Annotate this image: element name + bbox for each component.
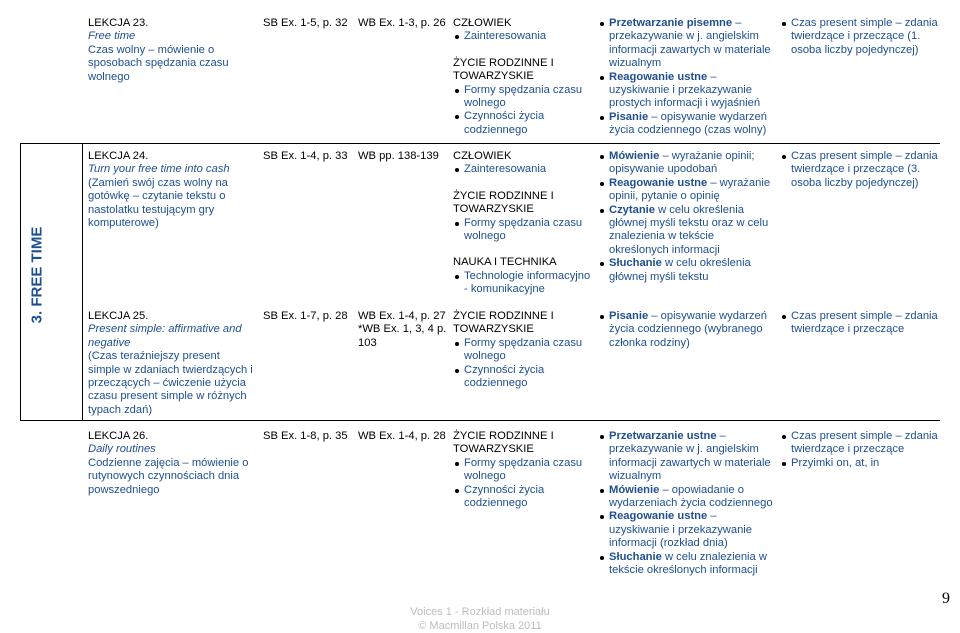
sb-cell: SB Ex. 1-5, p. 32: [263, 17, 348, 29]
skill-item: Pisanie – opisywanie wydarzeń życia codziennego (wybranego członka rodziny): [598, 310, 775, 350]
skill-item: Przetwarzanie pisemne – przekazywanie w j. angielskim informacji zawartych w materiale wizualnym: [598, 17, 775, 71]
skill-item: Mówienie – wyrażanie opinii; opisywanie upodobań: [598, 150, 775, 177]
topic-item: Formy spędzania czasu wolnego: [453, 457, 593, 484]
row-divider: [20, 420, 82, 421]
footer-copyright: © Macmillan Polska 2011: [418, 620, 542, 632]
grammar-item: Czas present simple – zdania twierdzące i przeczące: [780, 430, 938, 457]
topic-item: Czynności życia codziennego: [453, 110, 593, 137]
lesson-title: Turn your free time into cash: [88, 163, 230, 176]
grammar-item: Czas present simple – zdania twierdzące i przeczące (1. osoba liczby pojedynczej): [780, 17, 938, 57]
lesson-description: (Czas teraźniejszy present simple w zdaniach twierdzących i przeczących – ćwiczenie użycia czasu present simple w różnych typach zdań): [88, 350, 253, 416]
skill-item: Przetwarzanie ustne – przekazywanie w j. angielskim informacji zawartych w materiale wizualnym: [598, 430, 775, 484]
skills-cell: [598, 430, 775, 577]
skills-cell: [598, 150, 775, 284]
topic-heading: ŻYCIE RODZINNE I TOWARZYSKIE: [453, 310, 554, 336]
module-label-cell: [20, 135, 54, 415]
skills-cell: [598, 17, 775, 138]
skill-item: Słuchanie w celu określenia głównej myśli tekstu: [598, 257, 775, 284]
topic-heading: ŻYCIE RODZINNE I TOWARZYSKIE: [453, 189, 554, 216]
topic-item: Formy spędzania czasu wolnego: [453, 217, 593, 244]
page-number: 9: [942, 590, 950, 607]
grammar-cell: [780, 150, 938, 190]
grammar-item: Czas present simple – zdania twierdzące i przeczące (3. osoba liczby pojedynczej): [780, 150, 938, 190]
grammar-item: Czas present simple – zdania twierdzące i przeczące: [780, 310, 938, 337]
skill-item: Czytanie w celu określenia głównej myśli tekstu oraz w celu znalezienia w tekście określonych informacji: [598, 204, 775, 258]
lesson-number: LEKCJA 23.: [88, 17, 149, 29]
skills-cell: [598, 310, 775, 350]
topic-heading: ŻYCIE RODZINNE I TOWARZYSKIE: [453, 430, 554, 456]
lesson-number: LEKCJA 26.: [88, 430, 149, 442]
lesson-number: LEKCJA 24.: [88, 150, 149, 162]
grammar-cell: [780, 430, 938, 470]
topic-heading: CZŁOWIEK: [453, 150, 512, 162]
row-divider: [82, 143, 940, 144]
lesson-title: Daily routines: [88, 443, 156, 456]
row-divider: [82, 420, 940, 421]
topic-heading: ŻYCIE RODZINNE I TOWARZYSKIE: [453, 56, 554, 83]
wb-cell: WB Ex. 1-4, p. 27 *WB Ex. 1, 3, 4 p. 103: [358, 310, 447, 349]
column-divider: [82, 143, 83, 420]
skill-item: Reagowanie ustne – wyrażanie opinii, pytanie o opinię: [598, 177, 775, 204]
footer: [360, 605, 600, 633]
lesson-description: Czas wolny – mówienie o sposobach spędzania czasu wolnego: [88, 43, 229, 83]
grammar-cell: [780, 17, 938, 57]
lesson-description: (Zamień swój czas wolny na gotówkę – czytanie tekstu o nastolatku testującym gry komputerowe): [88, 176, 228, 230]
lesson-cell: [88, 310, 253, 417]
topic-item: Zainteresowania: [453, 30, 593, 43]
topic-item: Czynności życia codziennego: [453, 484, 593, 511]
topics-cell: [453, 17, 593, 137]
topic-heading: NAUKA I TECHNIKA: [453, 256, 557, 269]
skill-item: Reagowanie ustne – uzyskiwanie i przekazywanie informacji (rozkład dnia): [598, 510, 775, 550]
topic-item: Technologie informacyjno - komunikacyjne: [453, 270, 593, 297]
skill-item: Pisanie – opisywanie wydarzeń życia codziennego (czas wolny): [598, 111, 775, 138]
topic-item: Formy spędzania czasu wolnego: [453, 84, 593, 111]
topic-item: Zainteresowania: [453, 163, 593, 176]
lesson-description: Codzienne zajęcia – mówienie o rutynowych czynnościach dnia powszedniego: [88, 456, 249, 496]
topics-cell: [453, 150, 593, 297]
lesson-cell: [88, 17, 253, 84]
lesson-number: LEKCJA 25.: [88, 310, 149, 322]
wb-cell: WB pp. 138-139: [358, 150, 439, 162]
topic-heading: CZŁOWIEK: [453, 17, 512, 29]
skill-item: Reagowanie ustne – uzyskiwanie i przekazywanie prostych informacji i wyjaśnień: [598, 71, 775, 111]
topic-item: Czynności życia codziennego: [453, 364, 593, 391]
grammar-cell: [780, 310, 938, 337]
footer-title: Voices 1 - Rozkład materiału: [410, 606, 550, 618]
lesson-cell: [88, 430, 253, 497]
column-divider: [20, 143, 21, 420]
module-label: 3. FREE TIME: [28, 226, 46, 324]
lesson-title: Free time: [88, 30, 136, 43]
skill-item: Słuchanie w celu znalezienia w tekście określonych informacji: [598, 551, 775, 578]
skill-item: Mówienie – opowiadanie o wydarzeniach życia codziennego: [598, 484, 775, 511]
wb-cell: WB Ex. 1-3, p. 26: [358, 17, 446, 29]
sb-cell: SB Ex. 1-8, p. 35: [263, 430, 348, 442]
row-divider: [20, 143, 82, 144]
lesson-title: Present simple: affirmative and negative: [88, 323, 242, 349]
sb-cell: SB Ex. 1-7, p. 28: [263, 310, 348, 322]
topics-cell: [453, 430, 593, 510]
topics-cell: [453, 310, 593, 390]
wb-cell: WB Ex. 1-4, p. 28: [358, 430, 446, 442]
grammar-item: Przyimki on, at, in: [780, 457, 938, 470]
lesson-cell: [88, 150, 253, 230]
sb-cell: SB Ex. 1-4, p. 33: [263, 150, 348, 162]
topic-item: Formy spędzania czasu wolnego: [453, 337, 593, 364]
